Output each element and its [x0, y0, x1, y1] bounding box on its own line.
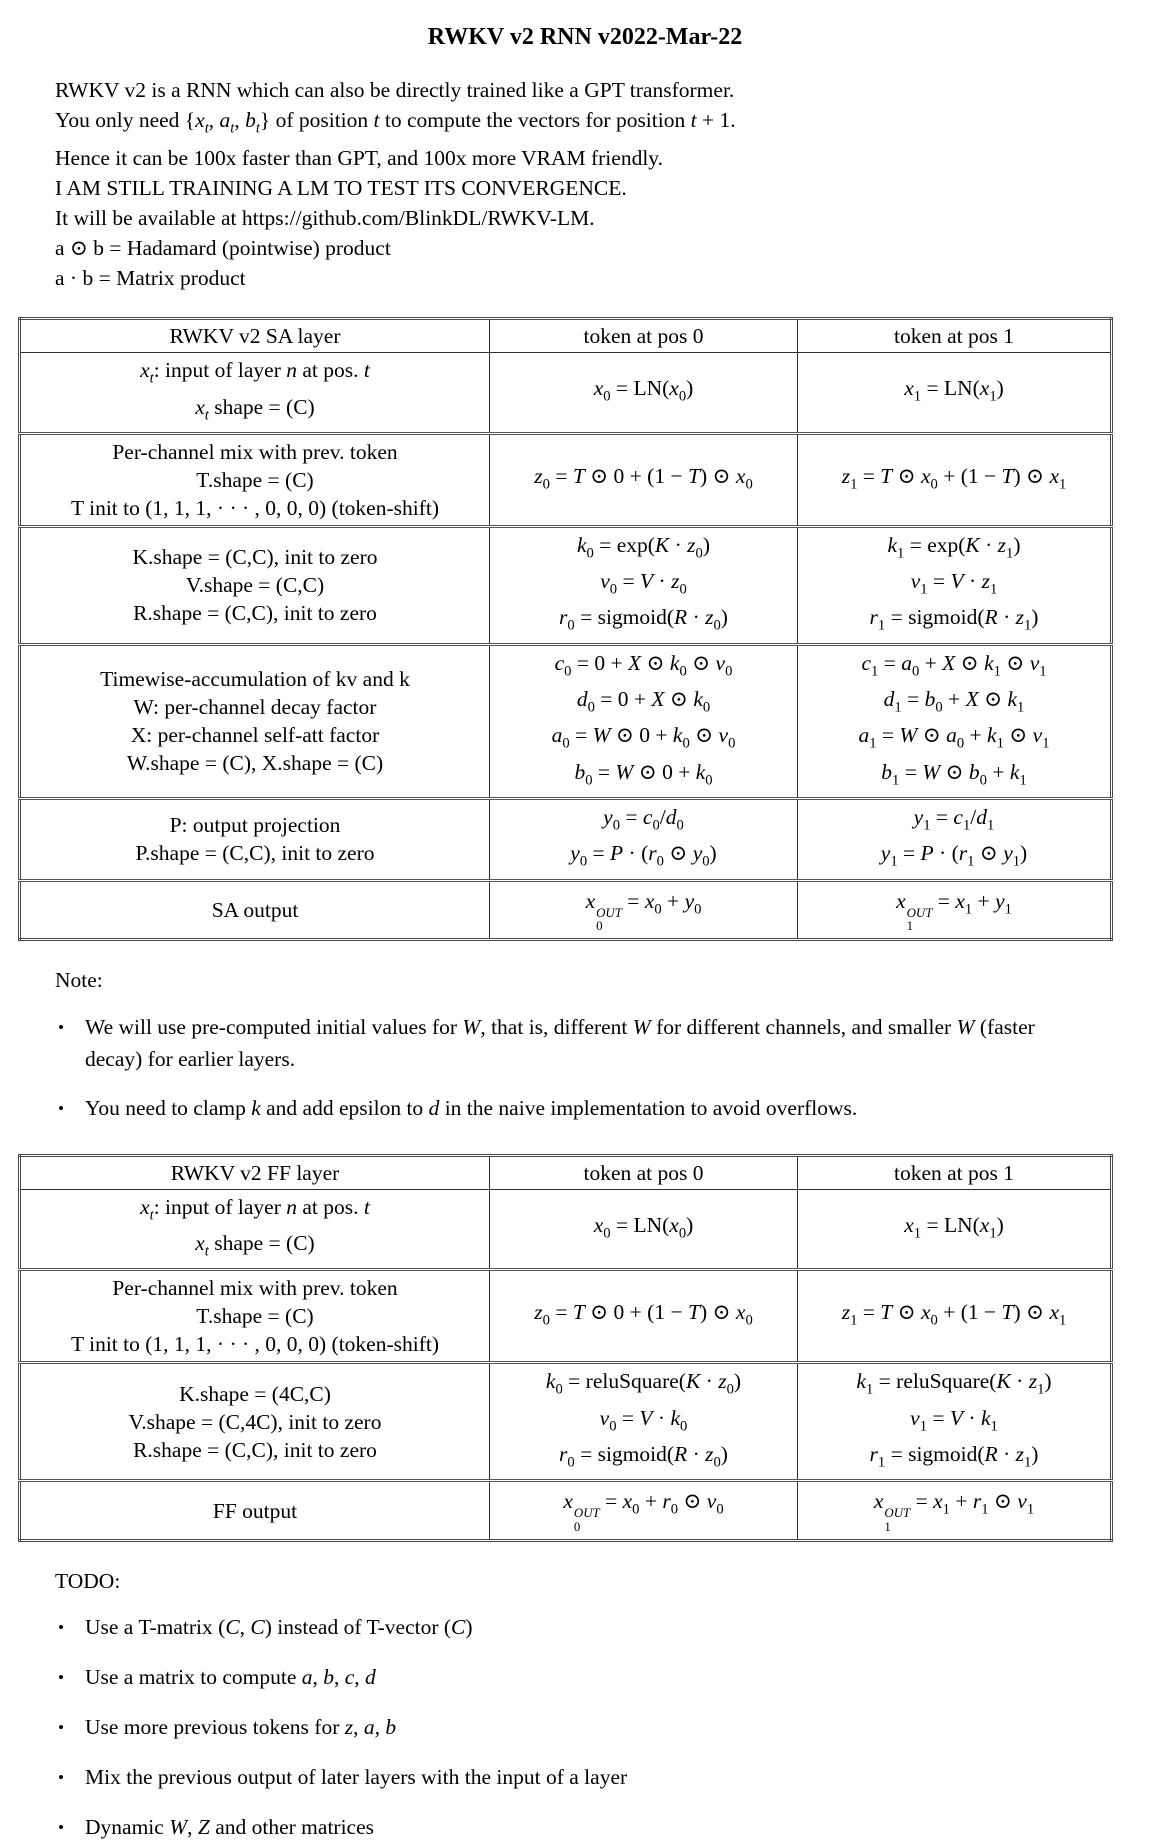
- cell-layer-desc: Timewise-accumulation of kv and k W: per-channel decay factor X: per-channel self-att factor W.shape = (C), X.shape = (C): [20, 644, 490, 798]
- cell-token-pos0: x OUT 0 = $x_0 + y_0$: [490, 880, 798, 939]
- cell-token-pos1: $c_1 = a_0 + X$ ⊙ $k_1$ ⊙ $v_1$ $d_1 = b_0 + X$ ⊙ $k_1$ $a_1 = W$ ⊙ $a_0 + k_1$ ⊙ $v_1$ $b_1 = W$ ⊙ $b_0 + k_1$: [798, 644, 1112, 798]
- todo-bullet: [55, 1662, 1070, 1692]
- table-header-row: [20, 1155, 1112, 1189]
- todo-bullet: [55, 1762, 1070, 1792]
- column-header-sa-layer: RWKV v2 SA layer: [20, 319, 490, 353]
- column-header-pos1: token at pos 1: [798, 1155, 1112, 1189]
- column-header-pos0: token at pos 0: [490, 319, 798, 353]
- cell-layer-desc: FF output: [20, 1481, 490, 1540]
- intro-paragraph: [55, 75, 1170, 293]
- cell-token-pos0: $x_0 = LN(x_0)$: [490, 353, 798, 434]
- todo-list: [55, 1612, 1070, 1842]
- sa-layer-table: [18, 317, 1113, 941]
- table-row: [20, 1481, 1112, 1540]
- cell-layer-desc: $x_t$: input of layer n at pos. t $x_t$ shape = (C): [20, 1189, 490, 1270]
- page-title: RWKV v2 RNN v2022-Mar-22: [427, 24, 743, 50]
- cell-token-pos0: $y_0 = c_0/d_0$ $y_0 = P \cdot (r_0$ ⊙ $y_0$): [490, 798, 798, 880]
- table-header-row: [20, 319, 1112, 353]
- intro-line: It will be available at https://github.com/BlinkDL/RWKV-LM.: [55, 206, 595, 231]
- cell-token-pos1: $k_1$ = reluSquare(K · $z_1$) $v_1 = V \cdot k_1$ $r_1$ = sigmoid(R · $z_1$): [798, 1363, 1112, 1481]
- cell-layer-desc: K.shape = (C,C), init to zero V.shape = (C,C) R.shape = (C,C), init to zero: [20, 526, 490, 644]
- cell-token-pos0: $z_0 = T$ ⊙ 0 + (1 − T) ⊙ $x_0$: [490, 433, 798, 526]
- note-label: Note:: [55, 967, 103, 992]
- todo-label: TODO:: [55, 1568, 121, 1593]
- cell-token-pos1: $y_1 = c_1/d_1$ $y_1 = P \cdot (r_1$ ⊙ $y_1$): [798, 798, 1112, 880]
- todo-bullet-text: Use a T-matrix (C, C) instead of T-vector (C): [85, 1614, 473, 1639]
- note-bullet-text: You need to clamp k and add epsilon to d in the naive implementation to avoid overflows.: [85, 1095, 858, 1120]
- cell-token-pos1: $z_1 = T$ ⊙ $x_0 + (1 - T)$ ⊙ $x_1$: [798, 433, 1112, 526]
- todo-bullet: [55, 1612, 1070, 1642]
- note-bullet-text: We will use pre-computed initial values for W, that is, different W for different channels, and smaller W (faster decay) for earlier layers.: [85, 1014, 1035, 1071]
- note-bullet: [55, 1011, 1070, 1075]
- table-row: [20, 433, 1112, 526]
- table-row: [20, 526, 1112, 644]
- todo-bullet-text: Use a matrix to compute a, b, c, d: [85, 1664, 376, 1689]
- table-row: [20, 644, 1112, 798]
- cell-token-pos1: $z_1 = T$ ⊙ $x_0 + (1 - T)$ ⊙ $x_1$: [798, 1270, 1112, 1363]
- todo-bullet: [55, 1712, 1070, 1742]
- table-row: [20, 1363, 1112, 1481]
- todo-bullet-text: Use more previous tokens for z, a, b: [85, 1714, 397, 1739]
- cell-token-pos0: x OUT 0 = $x_0 + r_0$ ⊙ $v_0$: [490, 1481, 798, 1540]
- cell-token-pos1: $x_1 = LN(x_1)$: [798, 353, 1112, 434]
- table-row: [20, 798, 1112, 880]
- table-row: [20, 1270, 1112, 1363]
- todo-bullet: [55, 1812, 1070, 1842]
- cell-token-pos0: $z_0 = T$ ⊙ 0 + (1 − T) ⊙ $x_0$: [490, 1270, 798, 1363]
- ff-layer-table: [18, 1154, 1113, 1542]
- cell-layer-desc: P: output projection P.shape = (C,C), init to zero: [20, 798, 490, 880]
- column-header-pos1: token at pos 1: [798, 319, 1112, 353]
- column-header-ff-layer: RWKV v2 FF layer: [20, 1155, 490, 1189]
- cell-token-pos0: $k_0$ = reluSquare(K · $z_0$) $v_0 = V \cdot k_0$ $r_0$ = sigmoid(R · $z_0$): [490, 1363, 798, 1481]
- intro-line: You only need {$x_t$, $a_t$, $b_t$} of position t to compute the vectors for position t + 1.: [55, 108, 736, 137]
- note-bullet: [55, 1092, 1070, 1124]
- intro-line: I AM STILL TRAINING A LM TO TEST ITS CONVERGENCE.: [55, 176, 627, 201]
- cell-token-pos1: x OUT 1 = $x_1 + y_1$: [798, 880, 1112, 939]
- intro-line: Hence it can be 100x faster than GPT, and 100x more VRAM friendly.: [55, 146, 664, 171]
- note-list: [55, 1011, 1070, 1124]
- cell-layer-desc: $x_t$: input of layer n at pos. t $x_t$ shape = (C): [20, 353, 490, 434]
- cell-token-pos1: x OUT 1 = $x_1 + r_1$ ⊙ $v_1$: [798, 1481, 1112, 1540]
- cell-token-pos0: $k_0 = \exp(K \cdot z_0)$ $v_0 = V \cdot z_0$ $r_0$ = sigmoid(R · $z_0$): [490, 526, 798, 644]
- intro-line: RWKV v2 is a RNN which can also be directly trained like a GPT transformer.: [55, 78, 735, 102]
- cell-layer-desc: K.shape = (4C,C) V.shape = (C,4C), init to zero R.shape = (C,C), init to zero: [20, 1363, 490, 1481]
- todo-bullet-text: Dynamic W, Z and other matrices: [85, 1814, 374, 1839]
- intro-line: a ⊙ b = Hadamard (pointwise) product: [55, 236, 391, 261]
- cell-layer-desc: Per-channel mix with prev. token T.shape = (C) T init to (1, 1, 1, · · · , 0, 0, 0) (token-shift): [20, 433, 490, 526]
- todo-bullet-text: Mix the previous output of later layers with the input of a layer: [85, 1764, 628, 1789]
- table-row: [20, 1189, 1112, 1270]
- table-row: [20, 353, 1112, 434]
- table-row: [20, 880, 1112, 939]
- cell-token-pos1: $x_1 = LN(x_1)$: [798, 1189, 1112, 1270]
- cell-token-pos1: $k_1 = \exp(K \cdot z_1)$ $v_1 = V \cdot z_1$ $r_1$ = sigmoid(R · $z_1$): [798, 526, 1112, 644]
- intro-line: a · b = Matrix product: [55, 266, 246, 291]
- cell-layer-desc: SA output: [20, 880, 490, 939]
- cell-token-pos0: $x_0 = LN(x_0)$: [490, 1189, 798, 1270]
- cell-token-pos0: $c_0 = 0 + X$ ⊙ $k_0$ ⊙ $v_0$ $d_0 = 0 + X$ ⊙ $k_0$ $a_0 = W$ ⊙ $0 + k_0$ ⊙ $v_0$ $b_0 = W$ ⊙ $0 + k_0$: [490, 644, 798, 798]
- cell-layer-desc: Per-channel mix with prev. token T.shape = (C) T init to (1, 1, 1, · · · , 0, 0, 0) (token-shift): [20, 1270, 490, 1363]
- column-header-pos0: token at pos 0: [490, 1155, 798, 1189]
